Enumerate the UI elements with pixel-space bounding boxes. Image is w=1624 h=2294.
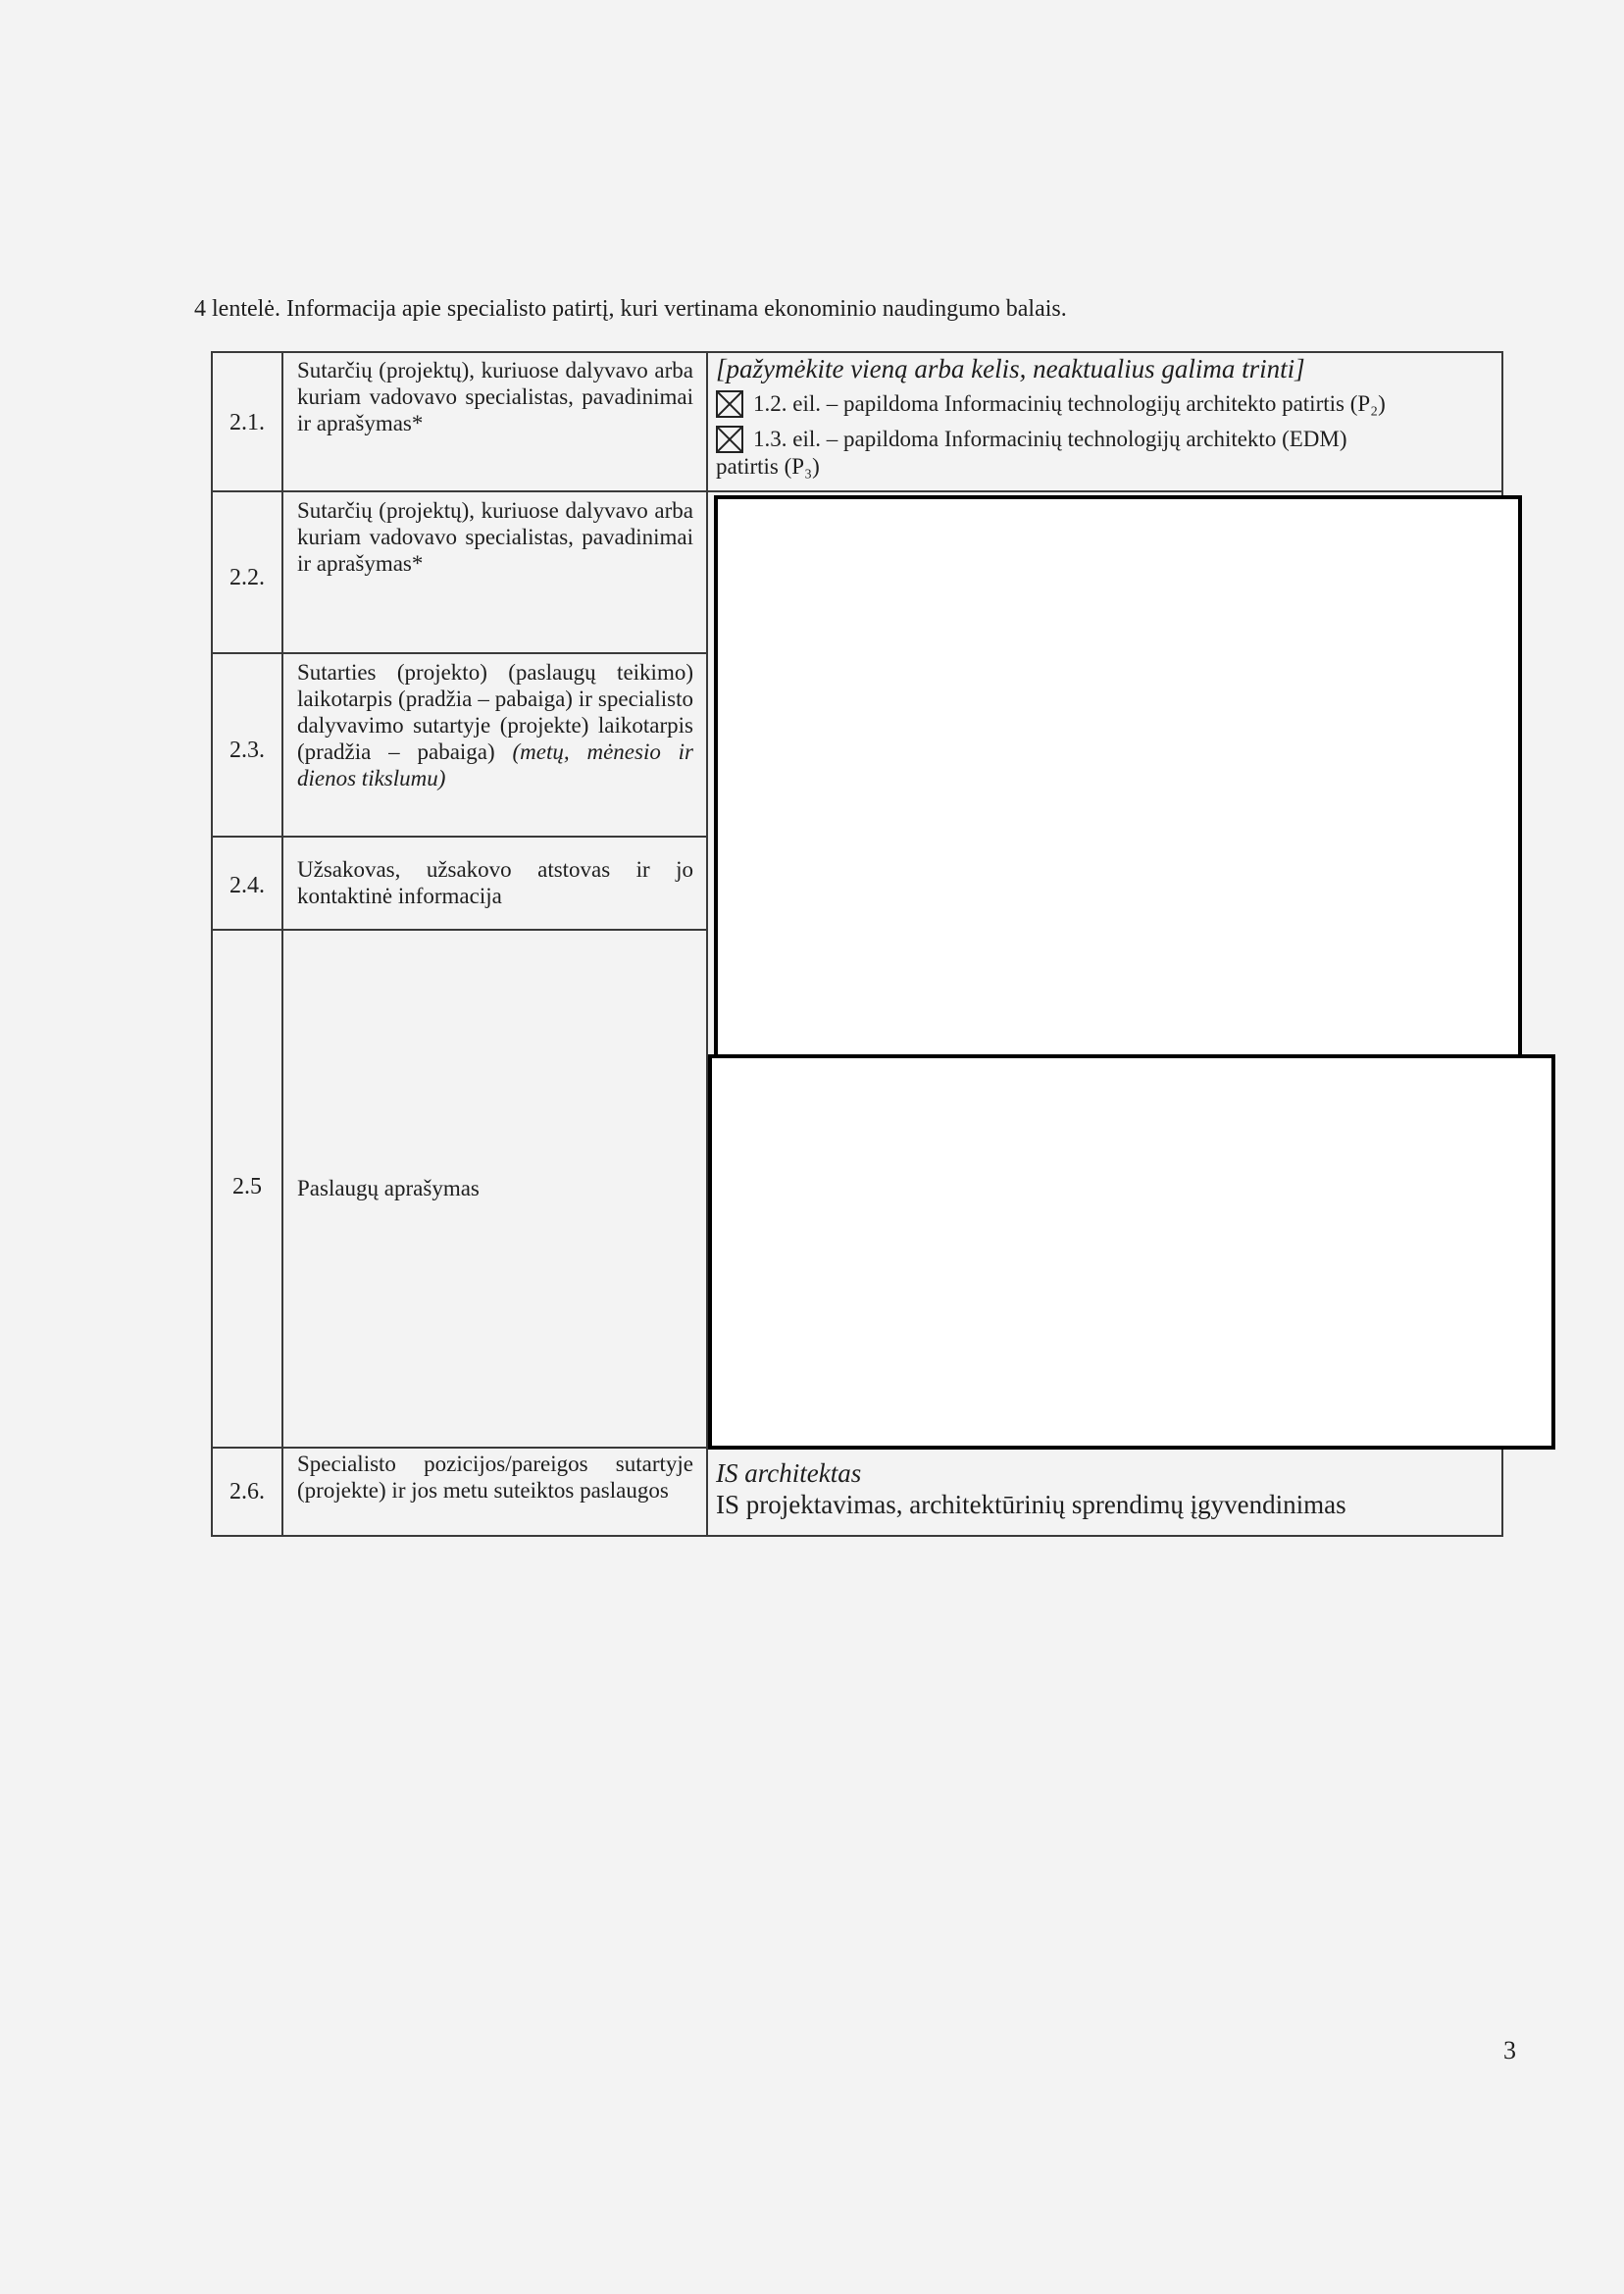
row-number: 2.3. xyxy=(229,738,265,763)
row-number: 2.6. xyxy=(229,1479,265,1504)
row-divider-4 xyxy=(211,929,708,931)
row-divider-1 xyxy=(211,490,1503,492)
row-label-text: Sutarties (projekto) (paslaugų teikimo) laikotarpis (pradžia – pabaiga) ir specialisto dalyvavimo sutartyje (projekte) laikotarpis (pradžia – pabaiga) xyxy=(297,660,693,764)
column-divider-1 xyxy=(281,351,283,1537)
row-label xyxy=(297,659,693,791)
page-number: 3 xyxy=(1503,2036,1516,2065)
row-label-italic: (metų, mėnesio ir dienos tikslumu) xyxy=(297,739,694,790)
table-caption: 4 lentelė. Informacija apie specialisto patirtį, kuri vertinama ekonominio naudingumo balais. xyxy=(194,296,1067,322)
checkbox-checked-icon[interactable] xyxy=(716,426,743,453)
instruction-text: [pažymėkite vieną arba kelis, neaktualius galima trinti] xyxy=(716,354,1305,383)
row-label: Specialisto pozicijos/pareigos sutartyje (projekte) ir jos metu suteiktos paslaugos xyxy=(297,1452,693,1503)
row-number: 2.1. xyxy=(229,410,265,435)
row-label: Užsakovas, užsakovo atstovas ir jo kontaktinė informacija xyxy=(297,857,693,908)
option-row xyxy=(716,388,1496,420)
row-divider-3 xyxy=(211,836,708,838)
row-label: Sutarčių (projektų), kuriuose dalyvavo arba kuriam vadovavo specialistas, pavadinimai ir aprašymas* xyxy=(297,498,693,576)
redaction-box xyxy=(714,495,1522,1062)
option-row xyxy=(716,424,1496,455)
row-number: 2.4. xyxy=(229,873,265,898)
row-divider-2 xyxy=(211,652,708,654)
row-value xyxy=(716,353,1496,479)
row-label: Sutarčių (projektų), kuriuose dalyvavo arba kuriam vadovavo specialistas, pavadinimai ir aprašymas* xyxy=(297,358,693,435)
option-label: 1.2. eil. – papildoma Informacinių technologijų architekto patirtis (P₂) xyxy=(753,391,1386,416)
redaction-box xyxy=(708,1054,1555,1450)
option-continuation: patirtis (P₃) xyxy=(716,454,820,479)
row-label: Paslaugų aprašymas xyxy=(297,1176,480,1200)
position-title: IS architektas xyxy=(716,1458,862,1488)
checkbox-checked-icon[interactable] xyxy=(716,390,743,418)
option-label: 1.3. eil. – papildoma Informacinių technologijų architekto (EDM) xyxy=(753,427,1347,451)
row-number: 2.5 xyxy=(232,1174,262,1199)
row-number: 2.2. xyxy=(229,565,265,590)
services-provided: IS projektavimas, architektūrinių sprendimų įgyvendinimas xyxy=(716,1490,1346,1519)
row-value xyxy=(716,1457,1496,1520)
